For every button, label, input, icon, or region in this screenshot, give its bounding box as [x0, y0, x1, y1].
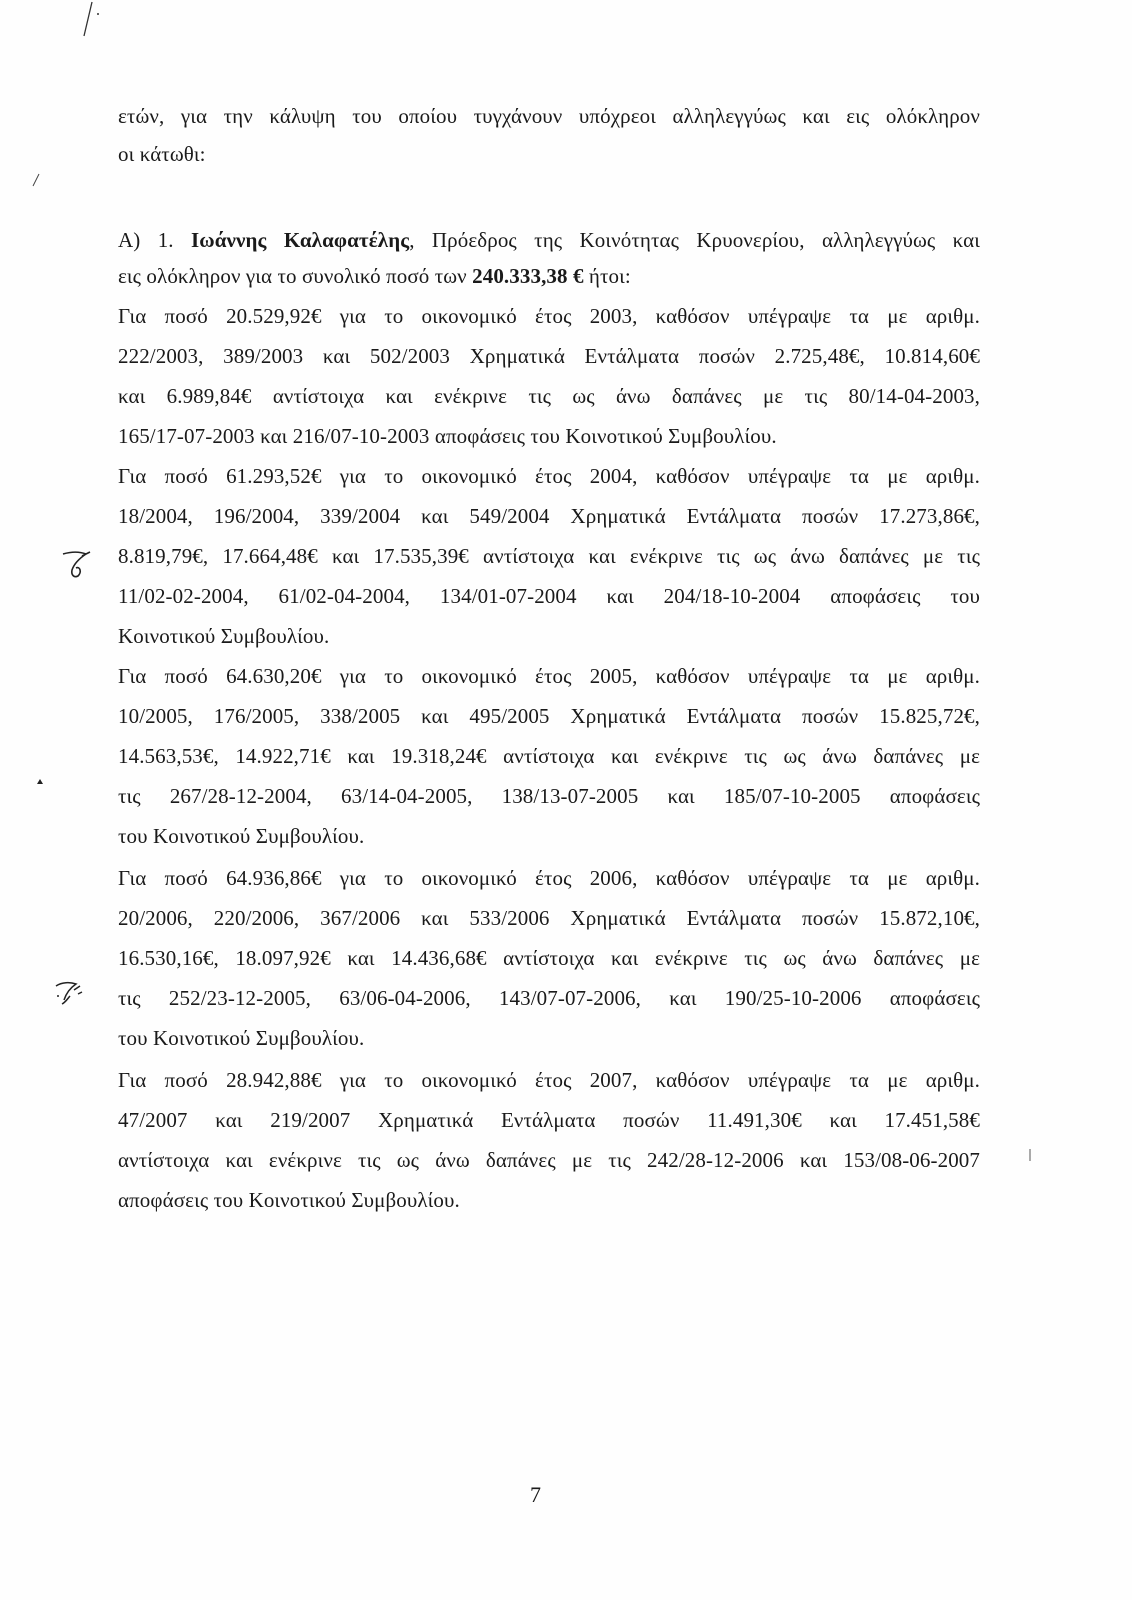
- text-line-25: αποφάσεις του Κοινοτικού Συμβουλίου.: [118, 1188, 460, 1212]
- margin-dash-mark: [30, 172, 42, 188]
- text-line-4: 222/2003, 389/2003 και 502/2003 Χρηματικά Εντάλματα ποσών 2.725,48€, 10.814,60€: [118, 344, 980, 368]
- text-line-21: του Κοινοτικού Συμβουλίου.: [118, 1026, 365, 1050]
- text-line-7: Για ποσό 61.293,52€ για το οικονομικό έτος 2004, καθόσον υπέγραψε τα με αριθμ.: [118, 464, 980, 488]
- heading-line-2: [118, 264, 631, 289]
- text-line-15: τις 267/28-12-2004, 63/14-04-2005, 138/13-07-2005 και 185/07-10-2005 αποφάσεις: [118, 784, 980, 808]
- text-line-16: του Κοινοτικού Συμβουλίου.: [118, 824, 365, 848]
- accused-name: Ιωάννης Καλαφατέλης: [190, 228, 410, 252]
- heading-rest: , Πρόεδρος της Κοινότητας Κρυονερίου, αλληλεγγύως και: [409, 228, 980, 252]
- text-line-14: 14.563,53€, 14.922,71€ και 19.318,24€ αντίστοιχα και ενέκρινε τις ως άνω δαπάνες με: [118, 744, 980, 768]
- text-line-23: 47/2007 και 219/2007 Χρηματικά Εντάλματα ποσών 11.491,30€ και 17.451,58€: [118, 1108, 980, 1132]
- heading-line2-b: ήτοι:: [583, 264, 631, 288]
- text-line-9: 8.819,79€, 17.664,48€ και 17.535,39€ αντίστοιχα και ενέκρινε τις ως άνω δαπάνες με τις: [118, 544, 980, 568]
- text-line-20: τις 252/23-12-2005, 63/06-04-2006, 143/07-07-2006, και 190/25-10-2006 αποφάσεις: [118, 986, 980, 1010]
- text-line-8: 18/2004, 196/2004, 339/2004 και 549/2004 Χρηματικά Εντάλματα ποσών 17.273,86€,: [118, 504, 980, 528]
- text-line-19: 16.530,16€, 18.097,92€ και 14.436,68€ αντίστοιχα και ενέκρινε τις ως άνω δαπάνες με: [118, 946, 980, 970]
- text-line-18: 20/2006, 220/2006, 367/2006 και 533/2006 Χρηματικά Εντάλματα ποσών 15.872,10€,: [118, 906, 980, 930]
- text-line-11: Κοινοτικού Συμβουλίου.: [118, 624, 330, 648]
- text-line-6: 165/17-07-2003 και 216/07-10-2003 αποφάσεις του Κοινοτικού Συμβουλίου.: [118, 424, 777, 448]
- total-amount: 240.333,38 €: [472, 264, 584, 288]
- corner-pen-mark: [78, 0, 108, 40]
- right-margin-tick: [1026, 1148, 1034, 1162]
- heading-line2-a: εις ολόκληρον για το συνολικό ποσό των: [118, 264, 473, 288]
- text-line-13: 10/2005, 176/2005, 338/2005 και 495/2005 Χρηματικά Εντάλματα ποσών 15.825,72€,: [118, 704, 980, 728]
- margin-dot-mark: [36, 778, 44, 786]
- text-line-24: αντίστοιχα και ενέκρινε τις ως άνω δαπάνες με τις 242/28-12-2006 και 153/08-06-2007: [118, 1148, 980, 1172]
- text-line-3: Για ποσό 20.529,92€ για το οικονομικό έτος 2003, καθόσον υπέγραψε τα με αριθμ.: [118, 304, 980, 328]
- heading-line-1: [118, 228, 980, 253]
- text-line-10: 11/02-02-2004, 61/02-04-2004, 134/01-07-2004 και 204/18-10-2004 αποφάσεις του: [118, 584, 980, 608]
- text-line-1: ετών, για την κάλυψη του οποίου τυγχάνουν υπόχρεοι αλληλεγγύως και εις ολόκληρον: [118, 104, 980, 128]
- text-line-17: Για ποσό 64.936,86€ για το οικονομικό έτος 2006, καθόσον υπέγραψε τα με αριθμ.: [118, 866, 980, 890]
- text-line-5: και 6.989,84€ αντίστοιχα και ενέκρινε τις ως άνω δαπάνες με τις 80/14-04-2003,: [118, 384, 980, 408]
- text-line-12: Για ποσό 64.630,20€ για το οικονομικό έτος 2005, καθόσον υπέγραψε τα με αριθμ.: [118, 664, 980, 688]
- page-number: 7: [530, 1482, 541, 1507]
- text-line-2: οι κάτωθι:: [118, 142, 206, 166]
- signature-initial-2: [50, 974, 86, 1010]
- text-line-22: Για ποσό 28.942,88€ για το οικονομικό έτος 2007, καθόσον υπέγραψε τα με αριθμ.: [118, 1068, 980, 1092]
- heading-prefix: Α) 1.: [118, 228, 191, 252]
- signature-initial-1: [60, 548, 96, 582]
